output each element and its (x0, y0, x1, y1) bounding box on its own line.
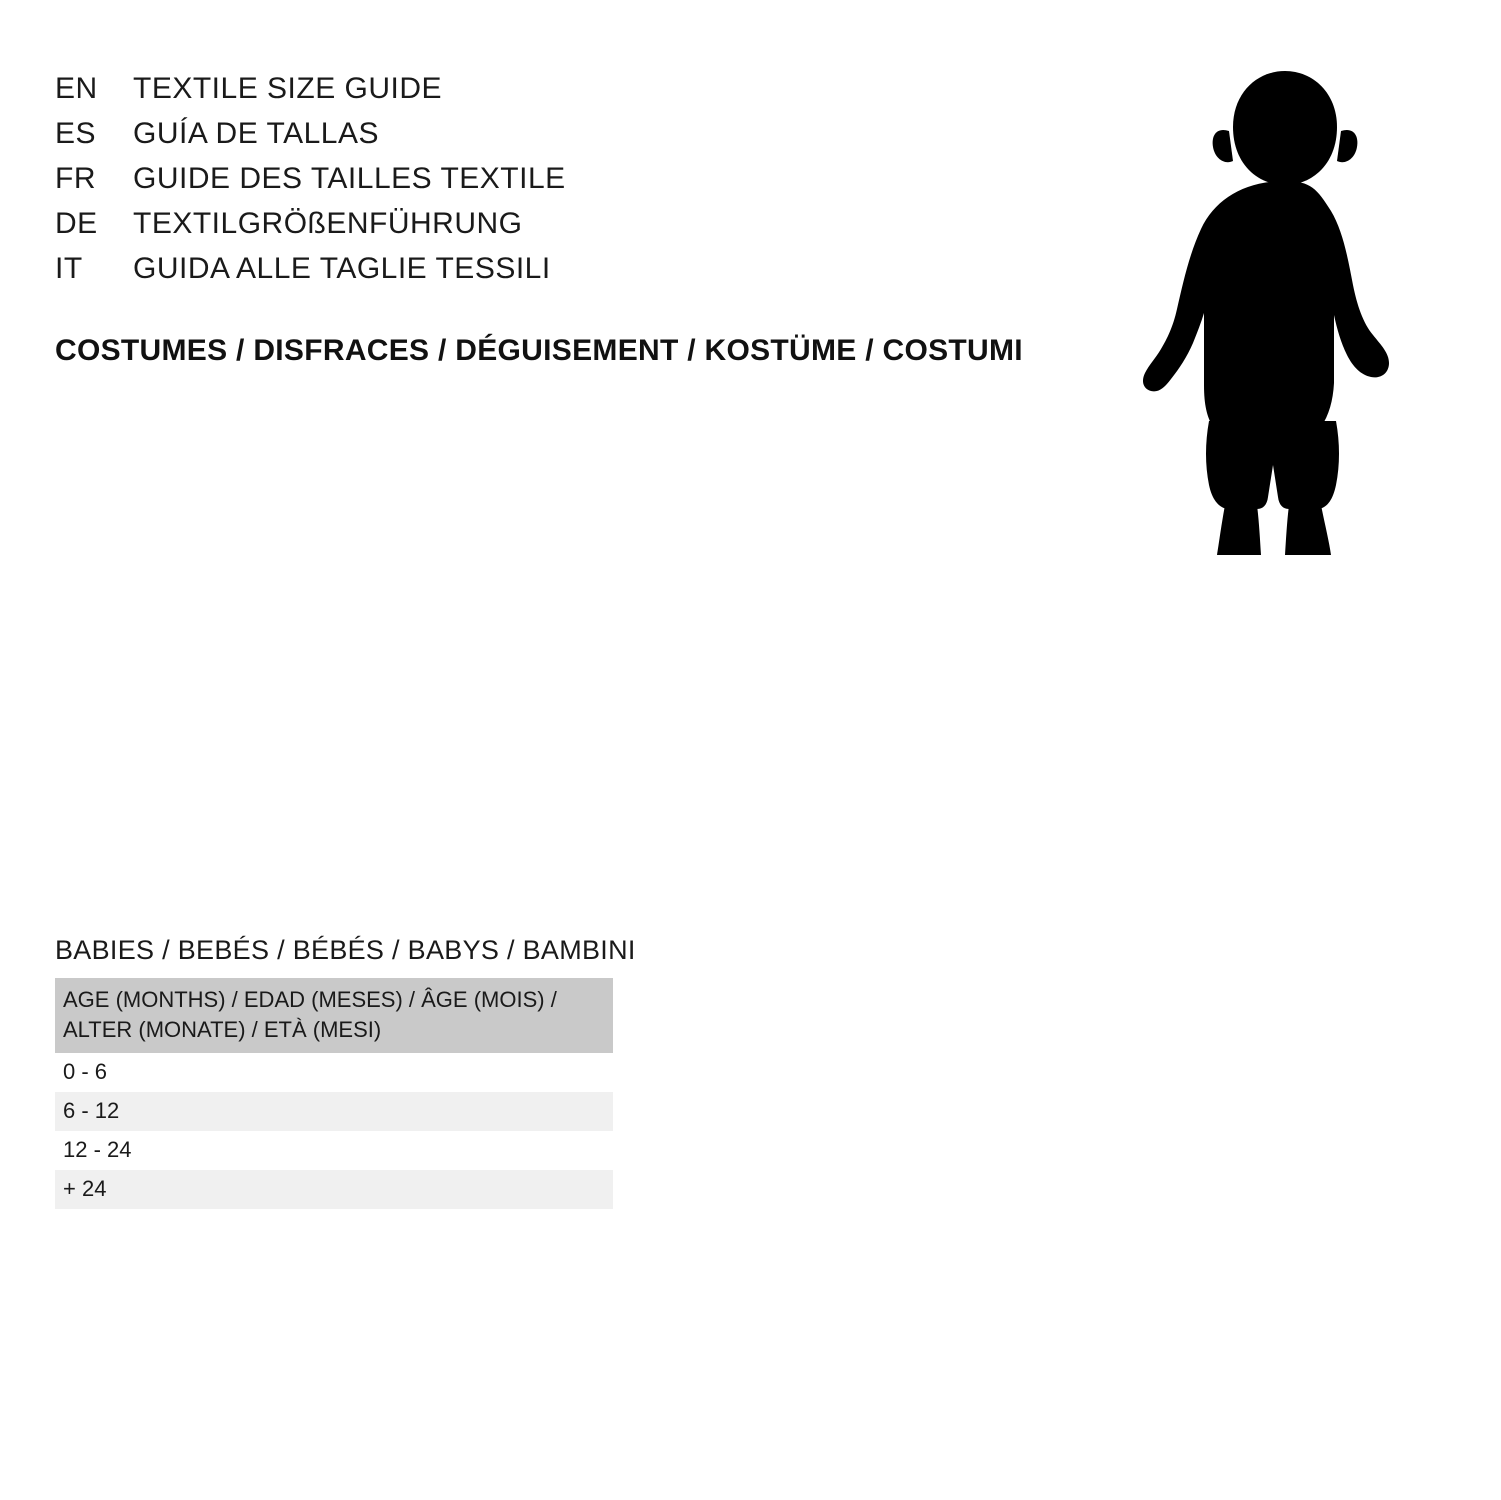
column-header-age: AGE (MONTHS) / EDAD (MESES) / ÂGE (MOIS) / ALTER (MONATE) / ETÀ (MESI) (55, 978, 613, 1053)
age-range-value: + 24 (55, 1170, 613, 1209)
table-caption: BABIES / BEBÉS / BÉBÉS / BABYS / BAMBINI (55, 935, 636, 965)
language-row-de (55, 207, 566, 252)
language-row-fr (55, 162, 566, 207)
age-range-value: 6 - 12 (55, 1092, 613, 1131)
table-row (55, 1170, 613, 1209)
table-row (55, 1053, 613, 1092)
language-row-en (55, 72, 566, 117)
table-row (55, 1092, 613, 1131)
language-code-it: IT (55, 252, 83, 285)
language-code-de: DE (55, 207, 98, 240)
category-heading: COSTUMES / DISFRACES / DÉGUISEMENT / KOSTÜME / COSTUMI (55, 334, 1023, 367)
size-table-head (55, 978, 613, 1053)
size-table-body (55, 1053, 613, 1209)
language-title-en: TEXTILE SIZE GUIDE (133, 72, 443, 105)
age-range-value: 12 - 24 (55, 1131, 613, 1170)
size-table (55, 978, 613, 1209)
table-row (55, 1131, 613, 1170)
language-title-it: GUIDA ALLE TAGLIE TESSILI (133, 252, 551, 285)
language-code-fr: FR (55, 162, 96, 195)
language-title-es: GUÍA DE TALLAS (133, 117, 379, 150)
language-code-es: ES (55, 117, 97, 150)
language-row-es (55, 117, 566, 162)
language-title-de: TEXTILGRÖßENFÜHRUNG (133, 207, 523, 240)
baby-silhouette-icon (1105, 65, 1435, 555)
size-table-section (55, 935, 636, 1209)
language-title-fr: GUIDE DES TAILLES TEXTILE (133, 162, 566, 195)
language-row-it (55, 252, 566, 297)
table-header-row (55, 978, 613, 1053)
age-range-value: 0 - 6 (55, 1053, 613, 1092)
language-code-en: EN (55, 72, 98, 105)
language-title-block (55, 72, 566, 297)
